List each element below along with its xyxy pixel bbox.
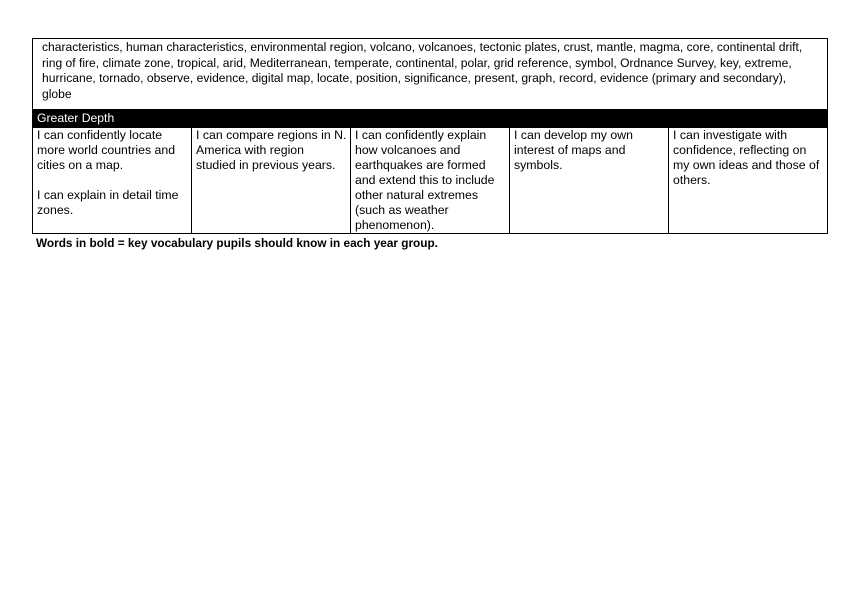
cell-paragraph: I can confidently explain how volcanoes and earthquakes are formed and extend this to include other natural extremes (such as weather phenomenon). [355,128,495,232]
cell-paragraph: I can confidently locate more world countries and cities on a map. [37,128,176,172]
vocabulary-row [33,39,828,110]
greater-depth-cell-2 [192,128,351,234]
cell-paragraph: I can explain in detail time zones. [37,188,179,217]
greater-depth-heading: Greater Depth [33,110,828,128]
greater-depth-cell-4 [510,128,669,234]
vocabulary-cell: characteristics, human characteristics, environmental region, volcano, volcanoes, tectonic plates, crust, mantle, magma, core, continental drift, ring of fire, climate zone, tropical, arid, Mediterranean, temperate, continental, polar, grid reference, symbol, Ordnance Survey, key, extreme, hurricane, tornado, observe, evidence, digital map, locate, position, significance, present, graph, record, evidence (primary and secondary), globe [33,39,828,110]
curriculum-table [32,38,828,234]
footnote: Words in bold = key vocabulary pupils should know in each year group. [36,236,438,250]
cell-paragraph: I can compare regions in N. America with region studied in previous years. [196,128,347,172]
cell-paragraph: I can develop my own interest of maps and symbols. [514,128,633,172]
cell-paragraph: I can investigate with confidence, reflecting on my own ideas and those of others. [673,128,820,187]
greater-depth-cell-1 [33,128,192,234]
greater-depth-cell-3 [351,128,510,234]
greater-depth-row [33,128,828,234]
greater-depth-heading-row [33,110,828,128]
greater-depth-cell-5 [669,128,828,234]
